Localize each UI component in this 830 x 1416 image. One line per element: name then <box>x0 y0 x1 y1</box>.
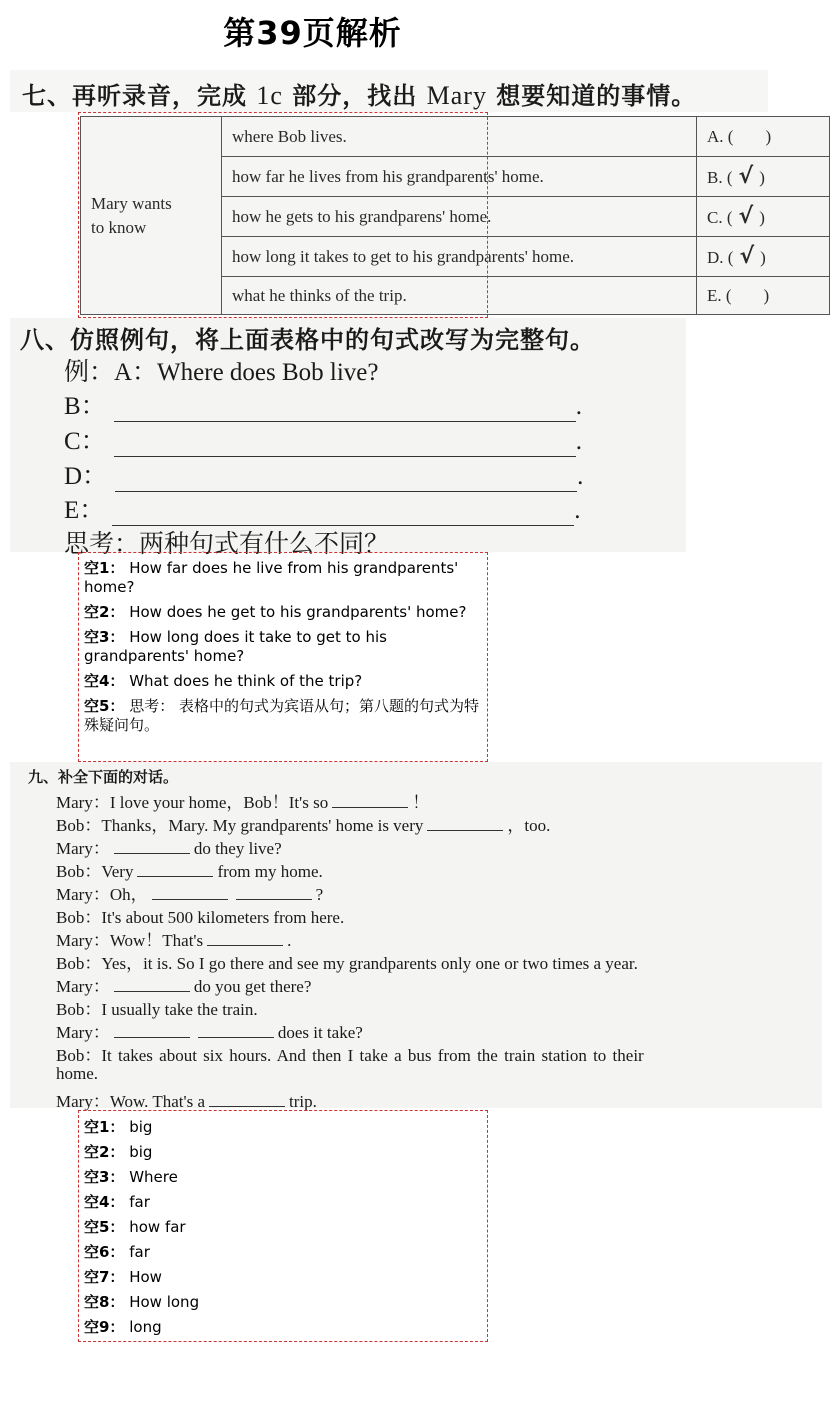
answer-line-c: C： . <box>64 428 582 455</box>
table-row-text: what he thinks of the trip. <box>222 277 697 315</box>
answer-item: 空5： how far <box>84 1218 186 1236</box>
answer-item: 空2： big <box>84 1143 153 1161</box>
answer-box-9 <box>78 1110 488 1342</box>
answer-item: 空3： How long does it take to get to his grandparents' home? <box>84 628 387 665</box>
section8-scan <box>10 318 686 558</box>
example-line: 例：A：Where does Bob live? <box>64 359 379 386</box>
answer-item: 空4： far <box>84 1193 150 1211</box>
table-row-text: how he gets to his grandparens' home. <box>222 197 697 237</box>
check-mark-icon: √ <box>738 204 754 229</box>
section8-heading: 八、仿照例句，将上面表格中的句式改写为完整句。 <box>20 326 595 354</box>
table-highlight-box <box>78 112 488 318</box>
dialogue-line: Bob：It takes about six hours. And then I take a bus from the train station to their <box>56 1046 644 1065</box>
answer-item: 空2： How does he get to his grandparents' home? <box>84 603 467 621</box>
table-row-text: how far he lives from his grandparents' home. <box>222 157 697 197</box>
section7-heading: 七、再听录音，完成 1c 部分，找出 Mary 想要知道的事情。 <box>22 81 697 110</box>
answer-line-d: D： . <box>64 463 584 490</box>
dialogue-line: Bob：I usually take the train. <box>56 1000 258 1019</box>
dialogue-line: Mary： do they live? <box>56 839 282 858</box>
dialogue-line: Bob：Very from my home. <box>56 862 323 881</box>
page-title: 第39页解析 <box>223 14 402 52</box>
answer-item: 空8： How long <box>84 1293 200 1311</box>
check-mark-icon: √ <box>739 244 755 269</box>
dialogue-line: Bob：It's about 500 kilometers from here. <box>56 908 345 927</box>
dialogue-line: Mary：Oh， ? <box>56 885 324 904</box>
answer-item: 空3： Where <box>84 1168 178 1186</box>
check-mark-icon: √ <box>738 164 754 189</box>
dialogue-line: Mary： do you get there? <box>56 977 312 996</box>
dialogue-line: Mary：I love your home，Bob！It's so ！ <box>56 793 430 812</box>
table-row-choice: E. ( ) <box>697 277 830 315</box>
table-row-choice: C. ( √ ) <box>697 197 830 237</box>
answer-item: 空1： big <box>84 1118 153 1136</box>
answer-item: 空7： How <box>84 1268 162 1286</box>
dialogue-line: Mary： does it take? <box>56 1023 363 1042</box>
answer-item: 空1： How far does he live from his grandparents' home? <box>84 559 459 596</box>
answer-item: 空6： far <box>84 1243 150 1261</box>
section9-scan <box>10 762 822 1111</box>
answer-line-b: B： . <box>64 393 582 420</box>
answer-line-e: E： . <box>64 497 581 524</box>
think-line: 思考：两种句式有什么不同？ <box>64 531 390 558</box>
table-row-choice: A. ( ) <box>697 117 830 157</box>
dialogue-line: Mary：Wow！That's . <box>56 931 292 950</box>
table-row-text: how long it takes to get to his grandparents' home. <box>222 237 697 277</box>
section9-heading: 九、补全下面的对话。 <box>28 768 179 786</box>
dialogue-line: Bob：Thanks，Mary. My grandparents' home is very ，too. <box>56 816 551 835</box>
table-row-text: where Bob lives. <box>222 117 697 157</box>
answer-box-8 <box>78 552 488 762</box>
answer-item: 空4： What does he think of the trip? <box>84 672 363 690</box>
table-row-choice: B. ( √ ) <box>697 157 830 197</box>
dialogue-line: Mary：Wow. That's a trip. <box>56 1092 317 1111</box>
dialogue-line: home. <box>56 1064 99 1083</box>
section7-heading-scan <box>10 70 768 112</box>
dialogue-line: Bob：Yes，it is. So I go there and see my grandparents only one or two times a year. <box>56 954 638 973</box>
mary-wants-label: Mary wants to know <box>81 117 222 315</box>
answer-item: 空5： 思考： 表格中的句式为宾语从句；第八题的句式为特殊疑问句。 <box>84 697 479 734</box>
table-row-choice: D. ( √ ) <box>697 237 830 277</box>
answer-item: 空9： long <box>84 1318 162 1336</box>
